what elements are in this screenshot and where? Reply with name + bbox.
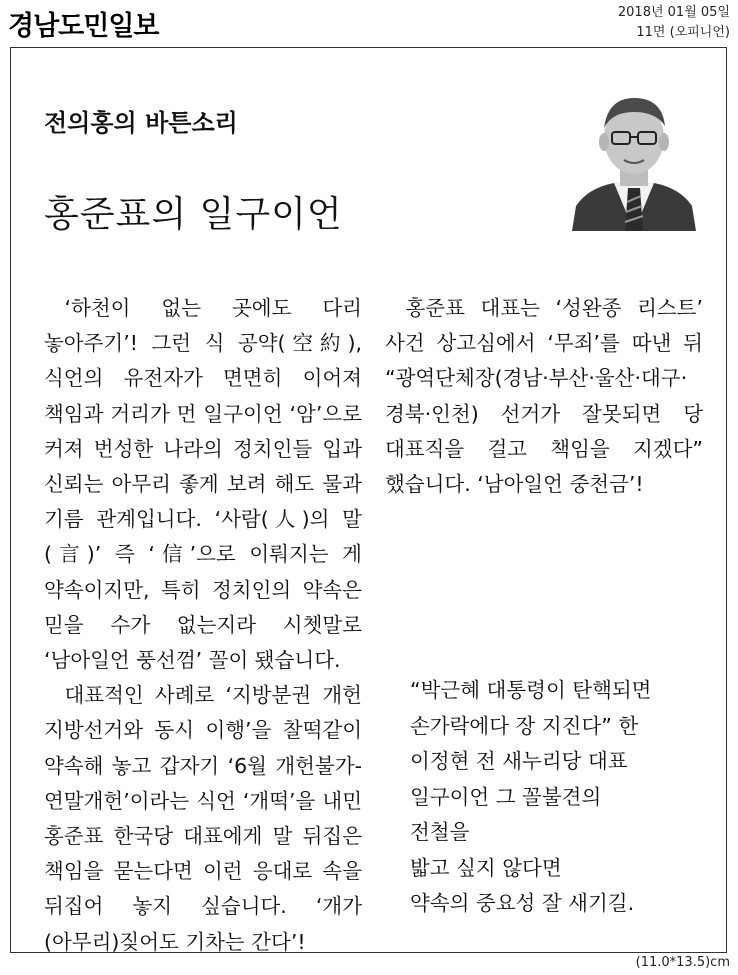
pull-quote-line: 전철을 (410, 820, 470, 844)
article-paragraph-3: 홍준표 대표는 ‘성완종 리스트’ 사건 상고심에서 ‘무죄’를 따낸 뒤 “광역단체장(경남·부산·울산·대구·경북·인천) 선거가 잘못되면 당 대표직을 걸고 책임을 지겠다” 했습니다. ‘남아일언 중천금’! (385, 296, 703, 497)
pull-quote-line: 약속의 중요성 잘 새기길. (410, 891, 635, 915)
article-paragraph-2: 대표적인 사례로 ‘지방분권 개헌 지방선거와 동시 이행’을 찰떡같이 약속해 놓고 갑자기 ‘6월 개헌불가-연말개헌’이라는 식언 ‘개떡’을 내민 홍준표 한국당 대표에게 말 뒤집은 책임을 묻는다면 이런 응대로 속을 뒤집어 놓지 싶습니다. ‘개가(아무리)짖어도 기차는 간다’! (44, 683, 362, 954)
article-headline: 홍준표의 일구이언 (44, 194, 343, 235)
pull-quote-line: 손가락에다 장 지진다” 한 (410, 713, 639, 738)
article-paragraph-1: ‘하천이 없는 곳에도 다리 놓아주기’! 그런 식 공약(空約), 식언의 유전자가 면면히 이어져 책임과 거리가 먼 일구이언 ‘암’으로 커져 번성한 나라의 정치인들 입과 신뢰는 아무리 좋게 보려 해도 물과 기름 관계입니다. ‘사람(人)의 말(言)’ 즉 ‘信’으로 이뤄지는 게 약속이지만, 특히 정치인의 약속은 믿을 수가 없는지라 시쳇말로 ‘남아일언 풍선껌’ 꼴이 됐습니다. (44, 296, 362, 673)
issue-page: 11면 (오피니언) (636, 25, 730, 40)
article-size: (11.0*13.5)cm (635, 955, 730, 970)
issue-date: 2018년 01월 05일 (617, 5, 730, 20)
pull-quote-line: “박근혜 대통령이 탄핵되면 (410, 678, 652, 702)
article-body-right-column (385, 291, 703, 502)
article-body-left-column (44, 291, 362, 960)
pull-quote-line: 밟고 싶지 않다면 (410, 855, 562, 880)
pull-quote-line: 일구이언 그 꼴불견의 (410, 784, 602, 809)
issue-meta (618, 3, 730, 43)
column-series-title: 전의홍의 바튼소리 (44, 109, 238, 137)
newspaper-logo: 경남도민일보 (8, 11, 159, 42)
pull-quote (410, 673, 710, 922)
pull-quote-line: 이정현 전 새누리당 대표 (410, 749, 628, 773)
author-photo (570, 84, 698, 231)
